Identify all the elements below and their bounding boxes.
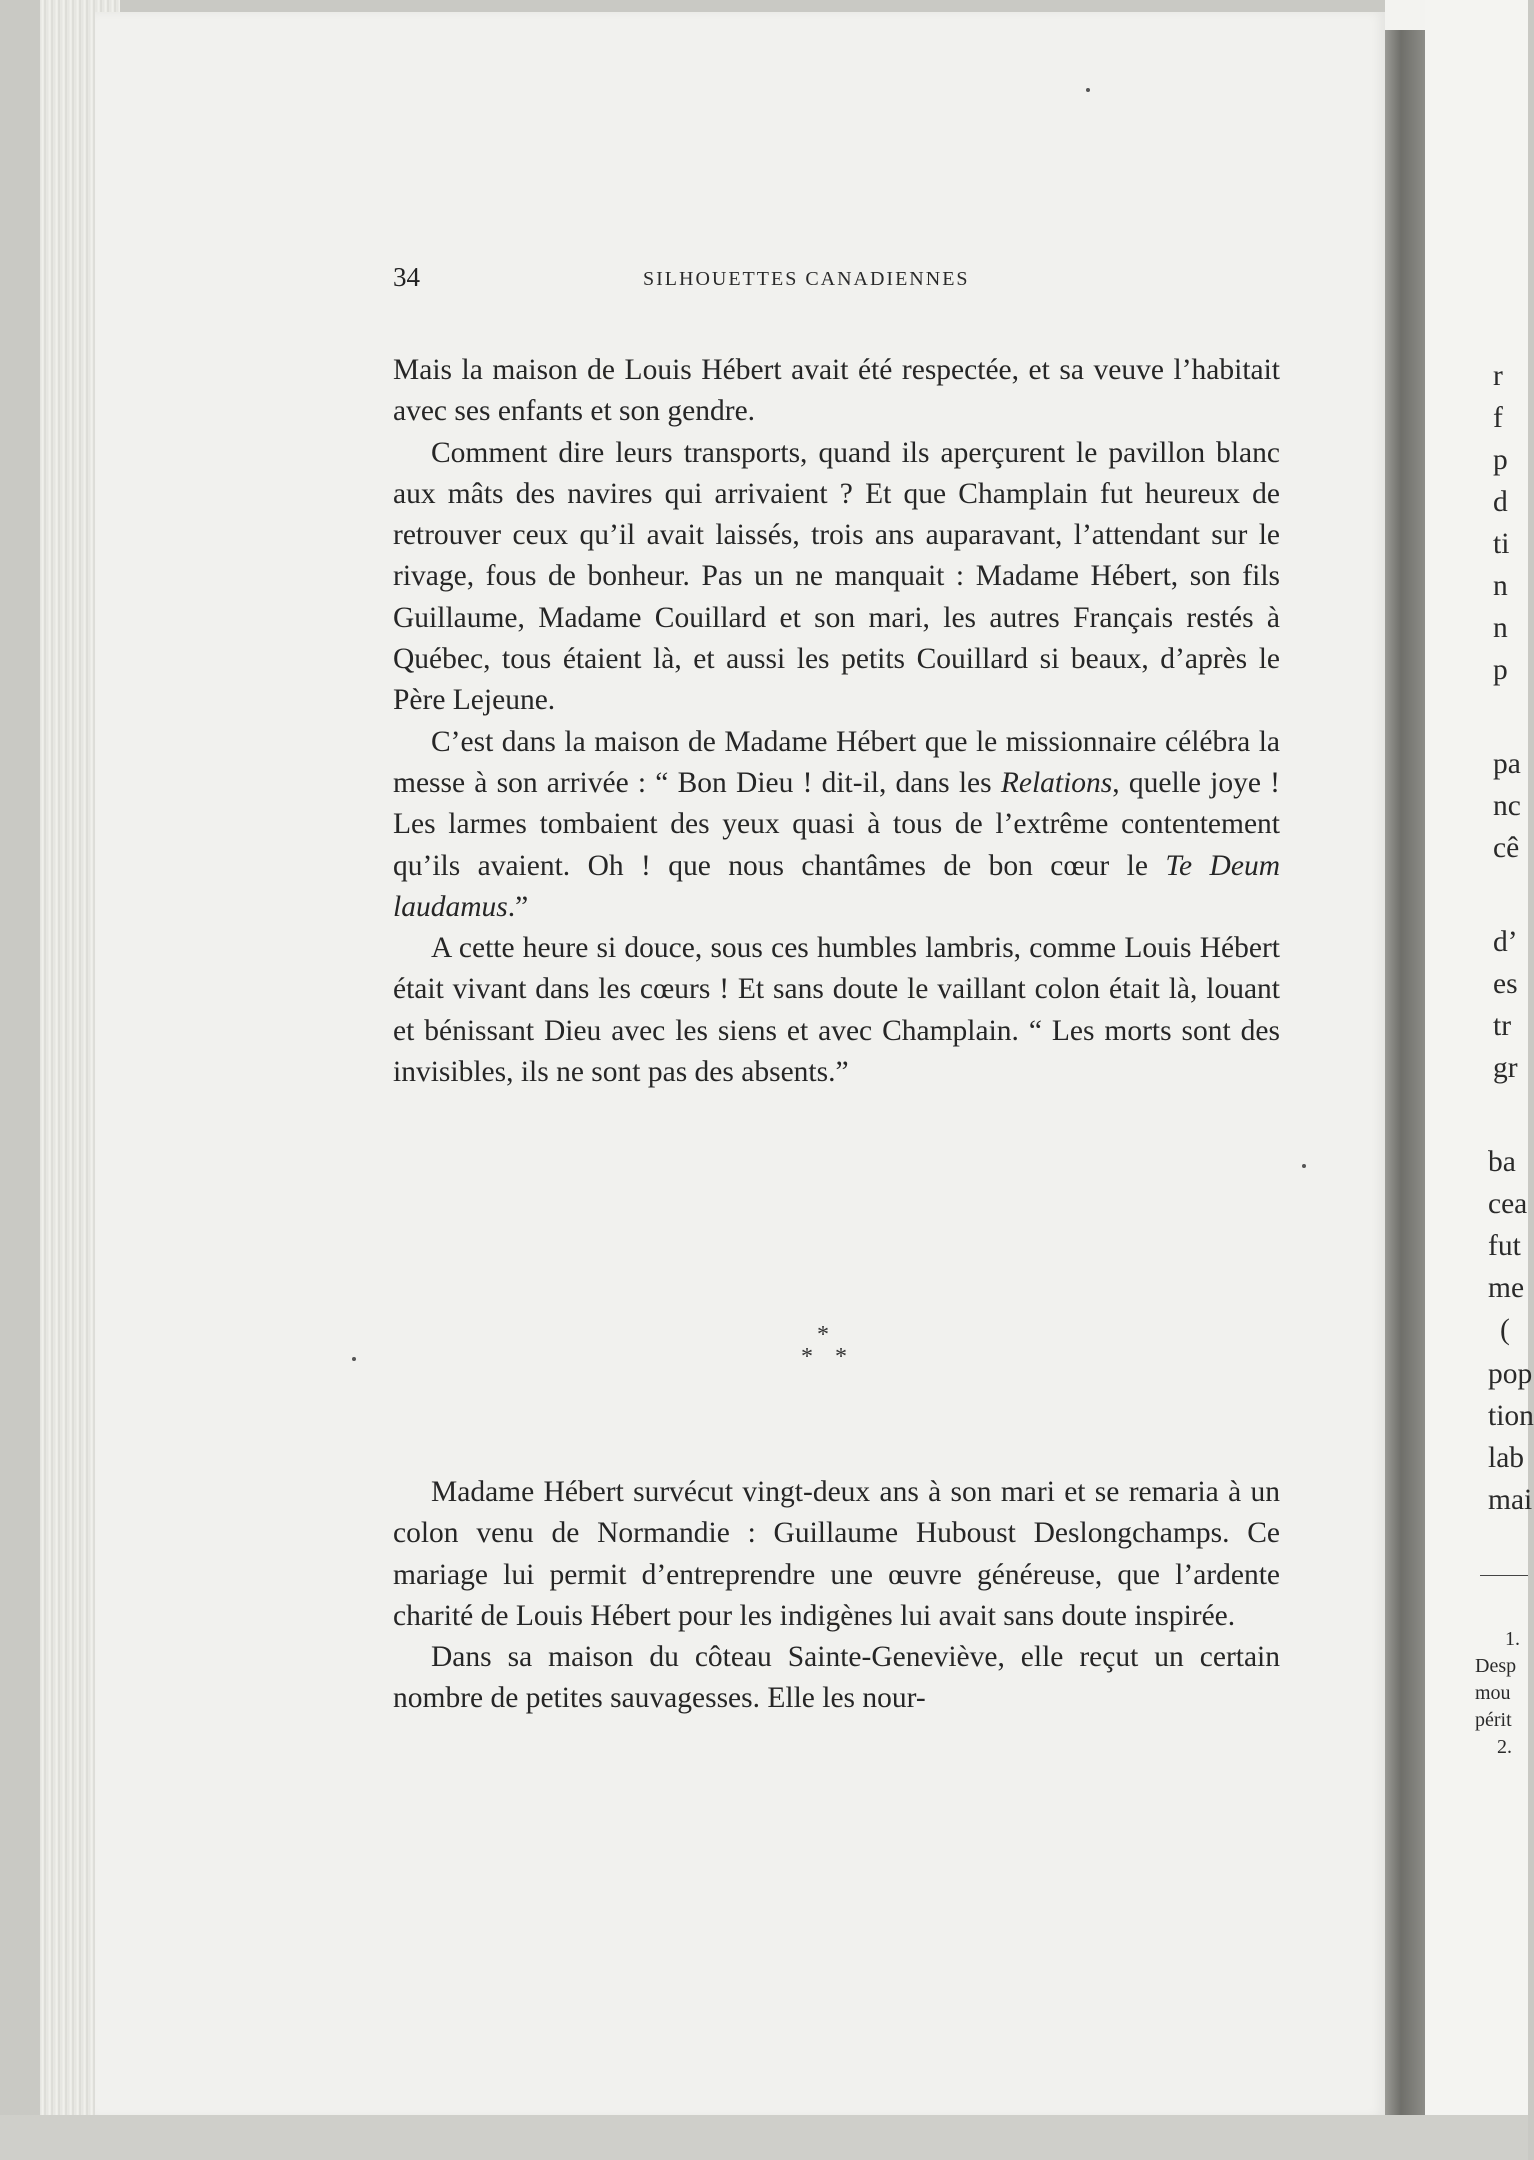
footnote-rule (1480, 1575, 1528, 1576)
facing-fragment: nc (1493, 790, 1521, 822)
paragraph-5: Madame Hébert survécut vingt-deux ans à son mari et se remaria à un colon venu de Normandie : Guillaume Huboust Deslongchamps. Ce mariage lui permit d’entreprendre une œuvre généreuse, que l’ardente charité de Louis Hébert pour les indigènes lui avait sans doute inspirée. (393, 1476, 1280, 1632)
facing-fragment: me (1488, 1272, 1525, 1304)
paragraph-2: Comment dire leurs transports, quand ils aperçurent le pavillon blanc aux mâts des navires qui arrivaient ? Et que Champlain fut heureux de retrouver ceux qu’il avait laissés, trois ans auparavant, l’attendant sur le rivage, fous de bonheur. Pas un ne manquait : Madame Hébert, son fils Guillaume, Madame Couillard et son mari, les autres Français restés à Québec, tous étaient là, et aussi les petits Couillard si beaux, d’après le Père Lejeune. (393, 436, 1280, 717)
facing-fragment: cea (1488, 1188, 1528, 1220)
scan-speck (1302, 1164, 1306, 1168)
facing-fragment: tr (1493, 1010, 1512, 1042)
facing-fragment: p (1493, 444, 1508, 476)
running-head (393, 262, 1283, 302)
facing-fragment: cê (1493, 832, 1520, 864)
facing-fragment: ( (1500, 1314, 1510, 1346)
facing-fragment: es (1493, 968, 1518, 1000)
paragraph-1: Mais la maison de Louis Hébert avait été respectée, et sa veuve l’habitait avec ses enfants et son gendre. (393, 354, 1280, 428)
paragraph-3-part-c: .” (507, 890, 529, 923)
facing-fragment: n (1493, 612, 1508, 644)
facing-fragment: pop (1488, 1358, 1533, 1390)
facing-fragment: f (1493, 402, 1503, 434)
asterism-star: * (835, 1344, 847, 1370)
body-text-top (393, 350, 1280, 1093)
paragraph-4: A cette heure si douce, sous ces humbles lambris, comme Louis Hébert était vivant dans les cœurs ! Et sans doute le vaillant colon était là, louant et bénissant Dieu avec les siens et avec Champlain. “ Les morts sont des invisibles, ils ne sont pas des absents.” (393, 932, 1280, 1089)
scan-speck (352, 1357, 356, 1361)
facing-fragment: ba (1488, 1146, 1516, 1178)
facing-fragment: d’ (1493, 926, 1518, 958)
paragraph-3-part-b: , quelle joye ! Les larmes tombaient des yeux quasi à tous de l’extrême contentement qu’ils avaient. Oh ! que nous chantâmes de bon cœur le (393, 766, 1280, 882)
paragraph-3 (393, 722, 1280, 928)
footnote-fragment: 1. (1505, 1628, 1520, 1650)
facing-fragment: mai (1488, 1484, 1533, 1516)
scan-bottom-edge (0, 2115, 1528, 2160)
facing-fragment: ti (1493, 528, 1510, 560)
facing-fragment: r (1493, 360, 1503, 392)
paragraph-3-part-a: C’est dans la maison de Madame Hébert que le missionnaire célébra la messe à son arrivée : “ Bon Dieu ! dit-il, dans les (393, 725, 1280, 799)
facing-fragment: tion (1488, 1400, 1534, 1432)
italic-te-deum: Te Deum laudamus (393, 849, 1281, 923)
footnote-fragment: 2. (1497, 1736, 1512, 1758)
running-title: SILHOUETTES CANADIENNES (643, 268, 970, 290)
asterism-divider (795, 1322, 865, 1382)
facing-fragment: n (1493, 570, 1508, 602)
footnote-fragment: Desp (1475, 1655, 1517, 1677)
asterism-star: * (801, 1344, 813, 1370)
facing-fragment: gr (1493, 1052, 1518, 1084)
facing-fragment: d (1493, 486, 1508, 518)
scan-speck (1086, 88, 1090, 92)
body-text-bottom (393, 1472, 1280, 1720)
italic-relations: Relations (1000, 766, 1113, 799)
page-number: 34 (393, 262, 420, 292)
facing-fragment: fut (1488, 1230, 1521, 1262)
facing-fragment: p (1493, 654, 1508, 686)
asterism-star: * (817, 1322, 829, 1348)
book-gutter (1385, 30, 1425, 2125)
paragraph-6: Dans sa maison du côteau Sainte-Geneviève, elle reçut un certain nombre de petites sauvagesses. Elle les nour- (393, 1641, 1280, 1715)
facing-fragment: pa (1493, 748, 1521, 780)
footnote-fragment: périt (1475, 1709, 1512, 1731)
footnote-fragment: mou (1475, 1682, 1511, 1704)
facing-fragment: lab (1488, 1442, 1525, 1474)
